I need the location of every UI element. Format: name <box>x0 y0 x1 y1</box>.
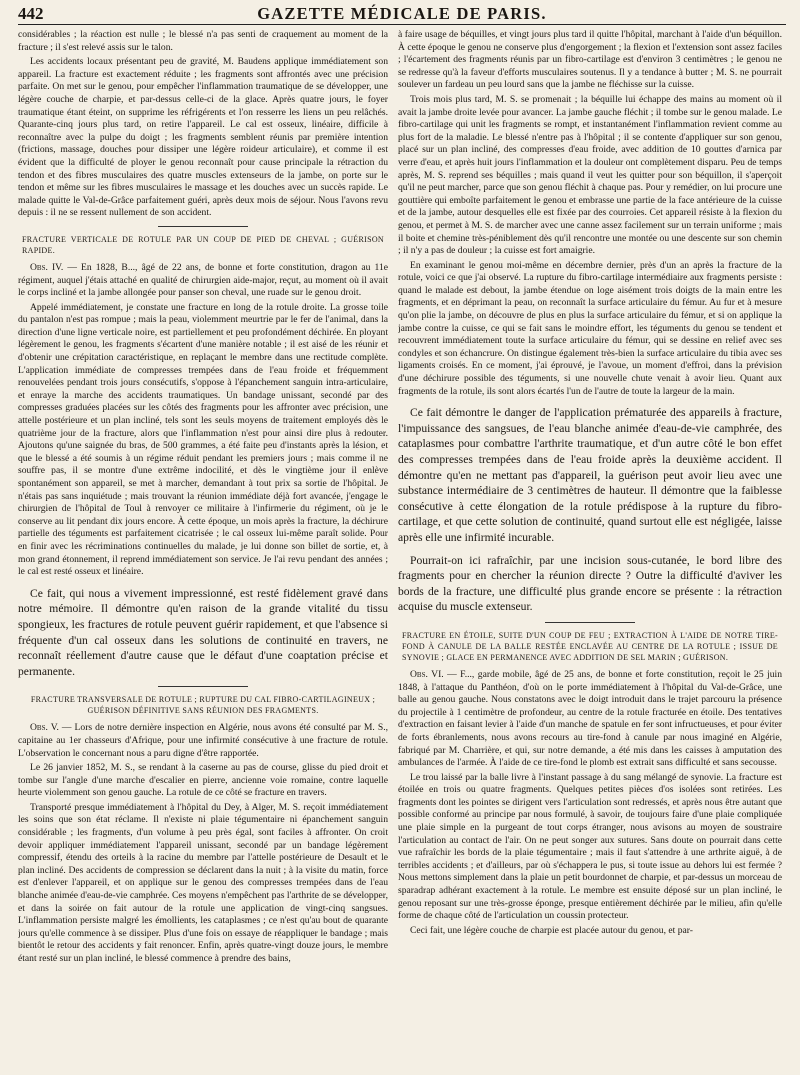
paragraph: Ceci fait, une légère couche de charpie est placée autour du genou, et par- <box>410 924 693 936</box>
paragraph: Le trou laissé par la balle livre à l'instant passage à du sang mélangé de synovie. La fracture est étoilée en trois ou quatre fragments. Quelques petites pièces d'os isolées sont retirées. Les fragments dont les pointes se dirigent vers l'articulation sont redressés, et après nous être autant que possible conformé au principe par nous formulé, à savoir, de toujours faire d'une plaie compliquée une plaie simple en la purgeant de tout corps étranger, nous avisons au moyen de soustraire l'articulation au contact de l'air. On ne peut songer aux sutures. Sans doute on pourrait dans cette vue rafraîchir les bords de la plaie tégumentaire ; mais il faut s'attendre à une arthrite aiguë, à de terribles accidents ; et d'ailleurs, par où s'échappera le pus, si toute issue au dehors lui est fermée ? Nous mettons simplement dans la plaie un petit bourdonnet de charpie, et par-dessus un morceau de sparadrap adhérant exactement à la rotule. Le membre est ensuite déposé sur un plan incliné, le genou reposant sur une très-grosse éponge, presque entièrement déchirée par le milieu, afin qu'elle forme de chaque côté de l'articulation un coussin protecteur. <box>398 771 782 922</box>
separator-rule <box>545 622 635 623</box>
observation-paragraph <box>398 669 782 770</box>
section-title: FRACTURE EN ÉTOILE, SUITE D'UN COUP DE FEU ; EXTRACTION À L'AIDE DE NOTRE TIRE-FOND À CANULE DE LA BALLE RESTÉE ENCLAVÉE AU CENTRE DE LA ROTULE ; ISSUE DE SYNOVIE ; GLACE EN PERMANENCE AVEC ADDITION DE SEL MARIN ; GUÉRISON. <box>402 630 778 662</box>
separator-rule <box>158 686 248 687</box>
observation-label: Obs. IV. <box>30 261 64 273</box>
journal-title: GAZETTE MÉDICALE DE PARIS. <box>257 4 547 23</box>
page-header <box>18 4 786 25</box>
observation-label: Obs. V. <box>30 722 59 734</box>
paragraph: Le 26 janvier 1852, M. S., se rendant à la caserne au pas de course, glisse du pied droit et tombe sur l'angle d'une marche d'escalier en pierre, ancienne voie romaine, contre laquelle heurte violemment son genou gauche. La rotule de ce côté se fracture en travers. <box>18 762 388 799</box>
observation-text: — En 1828, B..., âgé de 22 ans, de bonne et forte constitution, dragon au 11e régiment, auquel j'étais attaché en qualité de chirurgien aide-major, reçut, au moment où il avait le corps incliné et la jambe allongée pour panser son cheval, une ruade sur le genou droit. <box>18 261 388 299</box>
separator-rule <box>158 226 248 227</box>
observation-label: Obs. VI. <box>410 668 444 680</box>
paragraph: Trois mois plus tard, M. S. se promenait ; la béquille lui échappe des mains au moment où il avait la jambe droite levée pour avancer. La jambe gauche fléchit ; il tombe sur le genou malade. Le fibro-cartilage qui unit les fragments se rompt, et instantanément l'inflammation revient comme au plus fort de la maladie. Le blessé n'entre pas à l'hôpital ; il se contente d'appliquer sur son genou, placé sur un plan incliné, des compresses d'eau froide, avec addition de 10 gouttes d'arnica par verre d'eau, et après huit jours l'inflammation et la douleur ont complètement disparu. Peu de temps après, M. S. reprend ses béquilles ; mais quand il veut les quitter pour son béquillon, il s'aperçoit qu'il ne peut marcher, parce que son genou fléchit à chaque pas. Pour y remédier, on lui procure une gouttière qui emboîte parfaitement le genou et embrasse une partie de la face antérieure de la cuisse et de la jambe, autour desquelles elle est fixée par des courroies. Cet appareil résiste à la flexion du genou, et permet à M. S. de marcher avec une canne assez facilement sur un terrain uniforme ; mais il boite et chemine très-péniblement dès qu'il rencontre une montée ou une descente sur son chemin ; il n'y a pas de douleur ; la cuisse est fort amaigrie. <box>398 93 782 257</box>
conclusion-paragraph: Ce fait démontre le danger de l'application prématurée des appareils à fracture, l'impuissance des sangsues, de l'eau blanche animée d'eau-de-vie camphrée, des cataplasmes pour combattre l'arthrite traumatique, et d'un autre côté le bon effet des compresses trempées dans de l'eau froide après la deuxième accident. Il démontre qu'en ne mettant pas d'appareil, la guérison peut avoir lieu avec une substance intermédiaire de 3 centimètres de hauteur. Il démontre que la faiblesse consécutive à cette élongation de la rotule prédispose à la rupture du fibro-cartilage, et que cette solution de continuité, quand surtout elle est négligée, laisse après elle une infirmité incurable. <box>398 406 782 544</box>
paragraph: Transporté presque immédiatement à l'hôpital du Dey, à Alger, M. S. reçoit immédiatement les soins que son état réclame. Il n'existe ni plaie tégumentaire ni épanchement sanguin considérable ; les fragments, d'un volume à peu près égal, sont faciles à affronter. On croit devoir appliquer immédiatement l'appareil unissant, secondé par un bandage légèrement compressif, étendu des orteils à la racine du membre par l'attelle postérieure de Desault et le plan incliné. Des accidents de compression se déclarent dans la nuit ; à la visite du matin, force est d'enlever l'appareil, et on applique sur le genou des compresses trempées dans de l'eau blanche animée d'eau-de-vie camphrée. Ces moyens n'empêchent pas l'arthrite de se développer, et dans la soirée on fait autour de la rotule une application de vingt-cinq sangsues. L'inflammation persiste malgré les émollients, les cataplasmes ; ce n'est qu'au bout de quarante jours qu'elle commence à se dissiper. Plus d'une fois on essaye de réappliquer le bandage ; mais bientôt le retour des accidents y fait renoncer. Enfin, après quatre-vingt douze jours, le membre étant resté sur un plan incliné, le blessé commence à prendre des bains, <box>18 801 388 964</box>
conclusion-paragraph: Pourrait-on ici rafraîchir, par une incision sous-cutanée, le bord libre des fragments pour en chercher la réunion directe ? Outre la difficulté d'aviver les bords de la fracture, une difficulté plus grande encore se présente : la rétraction acquise du muscle extenseur. <box>398 553 782 614</box>
paragraph: En examinant le genou moi-même en décembre dernier, près d'un an après la fracture de la rotule, voici ce que j'ai observé. La rupture du fibro-cartilage intermédiaire aux fragments persiste : quand le malade est debout, la jambe étendue on loge aisément trois doigts de la main entre les fragments, et en déprimant la peau, on reconnaît la surface articulaire du fémur. Au fur et à mesure qu'on plie la jambe, on découvre de plus en plus la surface articulaire du fémur, et si on applique la jambe contre la cuisse, ce qui se fait sans le moindre effort, les téguments du genou se tendent et recouvrent immédiatement toute la surface articulaire du fémur, qui se dessine en relief avec ses condyles et son échancrure. On distingue également très-bien la surface articulaire du tibia avec ses ligaments croisés. En ce moment, j'ai éprouvé, je l'avoue, un moment d'effroi, dans la prévision d'une déchirure possible des téguments, si une nouvelle chute venait à avoir lieu. Quant aux fragments de la rotule, ils sont alors écartés l'un de l'autre de toute la largeur de la main. <box>398 259 782 397</box>
paragraph: Les accidents locaux présentant peu de gravité, M. Baudens applique immédiatement son appareil. La fracture est exactement réduite ; les fragments sont affrontés avec une précision parfaite. On met sur le genou, pour empêcher l'inflammation traumatique de se développer, une légère couche de charpie, et par-dessus celle-ci de la glace. Après quatre jours, le foyer traumatique étant éteint, on supprime les réfrigérents et l'on resserre les liens un peu relâchés. Quarante-cinq jours plus tard, on retire l'appareil. Le cal est osseux, linéaire, difficile à reconnaître avec la pulpe du doigt ; les fragments semblent réunis par première intention (frictions, massage, douches pour dissiper une légère roideur articulaire), et comme il est évident que la difficulté de ployer le genou reconnaît pour cause principale la rétraction du tendon et des fibres musculaires des quatre muscles extenseurs de la jambe, on porte sur le tendon et même sur les fibres musculaires le massage et les douches avec un succès rapide. Le malade quitte le Val-de-Grâce parfaitement guéri, après deux mois de séjour. Nous l'avons revu depuis : il ne se ressent nullement de son accident. <box>18 56 388 219</box>
section-title: FRACTURE TRANSVERSALE DE ROTULE ; RUPTURE DU CAL FIBRO-CARTILAGINEUX ; GUÉRISON DÉFINITIVE SANS RÉUNION DES FRAGMENTS. <box>30 695 376 716</box>
paragraph: à faire usage de béquilles, et vingt jours plus tard il quitte l'hôpital, marchant à l'aide d'un béquillon. À cette époque le genou ne conserve plus d'engorgement ; la flexion et l'extension sont assez faciles ; l'écartement des fragments réunis par un fibro-cartilage est d'environ 3 centimètres ; le genou ne se redresse qu'à la faveur d'efforts musculaires soutenus. Il y a tendance à butter ; M. S. ne pourrait soulever un fardeau un peu lourd sans que la jambe ne fléchisse sur la cuisse. <box>398 29 782 91</box>
conclusion-paragraph: Ce fait, qui nous a vivement impressionné, est resté fidèlement gravé dans notre mémoire. Il démontre qu'en raison de la grande vitalité du tissu spongieux, les fractures de rotule peuvent guérir rapidement, et que l'absence si fréquente d'un cal osseux dans les solutions de continuité en travers, ne reconnaît réellement d'autre cause que le défaut d'une coaptation précise et permanente. <box>18 586 388 678</box>
right-column <box>398 29 782 1069</box>
paragraph: Appelé immédiatement, je constate une fracture en long de la rotule droite. La grosse toile du pantalon n'est pas rompue ; mais la peau, violemment meurtrie par le fer de l'animal, dans la direction d'une ligne verticale noire, est partiellement et peu profondément déchirée. En ployant légèrement le genou, les fragments s'écartent d'une manière notable ; il est aisé de les réunir et d'obtenir une crépitation caractéristique, en replaçant le membre dans une rectitude complète. L'application immédiate de compresses trempées dans de l'eau froide et fréquemment renouvelées pendant trois jours consécutifs, s'oppose à l'épanchement sanguin intra-articulaire, et enraye la marche des accidents traumatiques. Un bandage unissant, secondé par des compresses graduées placées sur les côtés des fragments pour les affronter avec précision, une attelle postérieure et un plan incliné, tels sont les seuls moyens de traitement employés dès le quatrième jour de la fracture, alors que l'inflammation n'est pour ainsi dire plus à redouter. Ajoutons qu'une saignée du bras, de 500 grammes, a été faite peu d'instants après la lésion, et que le blessé a été soumis à un régime réduit pendant les premiers jours ; mais comme il ne souffre pas, il se montre d'une extrême indocilité, et dès le vingtième jour il enlève spontanément son appareil, se met à marcher, demandant à tout prix sa sortie de l'hôpital. Je n'étais pas sans inquiétude ; mais trouvant la réunion immédiate déjà fort avancée, j'engage le chirurgien de l'hôpital de Toul à renvoyer ce militaire à l'infirmerie du régiment, où je le conserve au lit pendant dix jours encore. À cette époque, un mois après la fracture, la déchirure partielle des téguments est parfaitement cicatrisée ; le cal osseux lui-même paraît solide. Pour en finir avec les récriminations continuelles du malade, je lui donne son billet de sortie, et, à mon grand étonnement, il reprend immédiatement son service. Je l'ai revu pendant des années ; le cal est resté osseux et linéaire. <box>18 301 388 578</box>
left-column <box>18 29 388 1069</box>
observation-text: — F..., garde mobile, âgé de 25 ans, de bonne et forte constitution, reçoit le 25 juin 1848, à l'attaque du Panthéon, d'où on le porte immédiatement à l'hôpital du Val-de-Grâce, une balle au genou gauche. Nous constatons avec le doigt introduit dans le trajet parcouru la présence du projectile à 1 centimètre de profondeur, au centre de la rotule fracturée en étoile. Des tentatives d'extraction en faisant levier à l'aide d'un manche de spatule en fer sont infructueuses, et pour éviter de forts ébranlements, nous avons recours au tire-fond à canule par nous imaginé en Algérie, fabriqué par M. Charrière, et qui, sur notre demande, a été mis dans les caisses à amputation des ambulances de l'armée. À l'aide de ce tire-fond le plomb est extrait sans difficulté et sans secousse. <box>398 668 782 769</box>
observation-paragraph <box>18 722 388 760</box>
page-number: 442 <box>18 4 44 23</box>
paragraph: considérables ; la réaction est nulle ; le blessé n'a pas senti de craquement au moment de la fracture ; il s'est relevé assis sur le talon. <box>18 29 388 53</box>
section-title: FRACTURE VERTICALE DE ROTULE PAR UN COUP DE PIED DE CHEVAL ; GUÉRISON RAPIDE. <box>22 234 384 255</box>
observation-text: — Lors de notre dernière inspection en Algérie, nous avons été consulté par M. S., capitaine au 1er chasseurs d'Afrique, pour une infirmité consécutive à une fracture de rotule. L'observation le concernant nous a paru digne d'être rapportée. <box>18 722 388 759</box>
observation-paragraph <box>18 262 388 300</box>
